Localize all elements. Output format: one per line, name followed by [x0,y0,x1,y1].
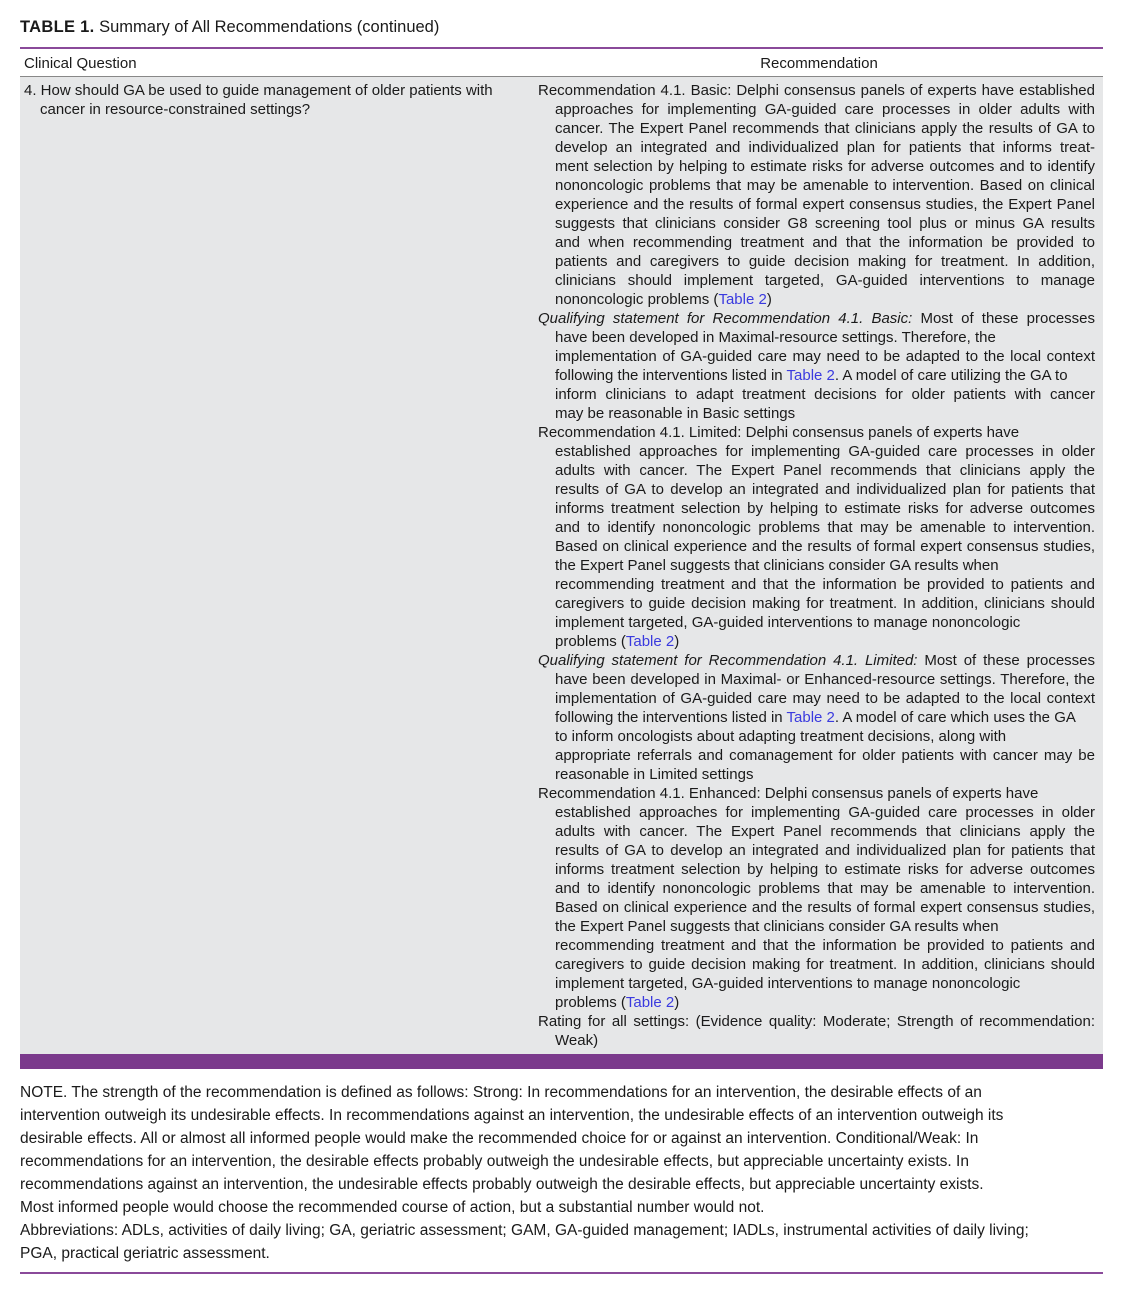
rec-line: recommending treatment and that the information be provided to patients and [555,576,1095,593]
rating-line: Weak) [555,1032,599,1049]
question-line: cancer in resource-constrained settings? [40,101,311,118]
note-line: desirable effects. All or almost all informed people would make the recommended choice for or against an intervention. Conditional/Weak: In [20,1130,979,1147]
qual-line: to inform oncologists about adapting treatment decisions, along with [555,728,1007,745]
table-2-link[interactable]: Table 2 [625,994,675,1011]
rec-line: nononcologic problems that may be amenable to intervention. Based on clinical [555,177,1095,194]
abbreviations-line: PGA, practical geriatric assessment. [20,1245,270,1262]
qual-line: reasonable in Limited settings [555,766,754,783]
recommendation-cell [538,81,1095,1050]
rec-line: adults with cancer. The Expert Panel recommends that clinicians apply the [555,823,1095,840]
qual-line: inform clinicians to adapt treatment decisions for older patients with cancer [555,386,1095,403]
rec-line: ment selection by helping to estimate risks for adverse outcomes and to identify [555,158,1095,175]
rec-line: and to identify nononcologic problems that may be amenable to intervention. [555,880,1095,897]
question-line: 4. How should GA be used to guide management of older patients with [24,82,493,99]
qual-text: following the interventions listed in [555,367,787,384]
rec-line: experience and the results of formal expert consensus studies, the Expert Panel [555,196,1095,213]
rec-line: results of GA to develop an integrated and individualized plan for patients that [555,842,1095,859]
rating-statement [538,1012,1095,1050]
recommendation-basic [538,81,1095,309]
rec-line: implement targeted, GA-guided interventions to manage nononcologic [555,614,1021,631]
note-line: intervention outweigh its undesirable effects. In recommendations against an intervention, the undesirable effects of an intervention outweigh its [20,1107,1004,1124]
qual-text: . A model of care which uses the GA [834,709,1076,726]
rec-line: Based on clinical experience and the results of formal expert consensus studies, [555,899,1095,916]
recommendation-enhanced [538,784,1095,1012]
qual-line [538,366,1095,385]
qual-line: have been developed in Maximal- or Enhanced-resource settings. Therefore, the [555,671,1095,688]
abbreviations-line: Abbreviations: ADLs, activities of daily living; GA, geriatric assessment; GAM, GA-guided management; IADLs, instrumental activities of daily living; [20,1222,1029,1239]
rec-line: implement targeted, GA-guided interventions to manage nononcologic [555,975,1021,992]
rec-line: approaches for implementing GA-guided care processes in older adults with [555,101,1095,118]
table-2-link[interactable]: Table 2 [625,633,675,650]
table-footer-band [20,1054,1103,1069]
rating-line: Rating for all settings: (Evidence quality: Moderate; Strength of recommendation: [538,1013,1095,1030]
qual-line: implementation of GA-guided care may need to be adapted to the local context [555,348,1095,365]
note-line: recommendations against an intervention, the undesirable effects probably outweigh the desirable effects, but appreciable uncertainty exists. [20,1176,984,1193]
note-line: NOTE. The strength of the recommendation is defined as follows: Strong: In recommendations for an intervention, the desirable effects of an [20,1084,982,1101]
rec-line: adults with cancer. The Expert Panel recommends that clinicians apply the [555,462,1095,479]
rec-line: and when recommending treatment and that the information be provided to [555,234,1095,251]
rec-text: ) [674,633,680,650]
qual-line [538,708,1095,727]
rec-line: clinicians should implement targeted, GA-guided interventions to manage [555,272,1095,289]
qual-text: . A model of care utilizing the GA to [834,367,1068,384]
qual-line: implementation of GA-guided care may need to be adapted to the local context [555,690,1095,707]
rec-line: established approaches for implementing GA-guided care processes in older [555,443,1095,460]
table-title [20,16,439,38]
rec-line: Based on clinical experience and the results of formal expert consensus studies, [555,538,1095,555]
rec-line: develop an integrated and individualized plan for patients that informs treat- [555,139,1095,156]
table-note [20,1081,1103,1265]
qual-line: may be reasonable in Basic settings [555,405,796,422]
clinical-question-cell [24,81,536,119]
rec-line [538,632,1095,651]
rec-text: problems ( [555,994,626,1011]
rec-line: and to identify nononcologic problems that may be amenable to intervention. [555,519,1095,536]
rec-text: ) [674,994,680,1011]
qual-label: Qualifying statement for Recommendation 4.1. Limited: [538,652,918,669]
rec-line: recommending treatment and that the information be provided to patients and [555,937,1095,954]
rec-line: Recommendation 4.1. Enhanced: Delphi consensus panels of experts have [538,785,1039,802]
recommendation-limited [538,423,1095,651]
qual-line [538,309,1095,328]
rec-line [538,993,1095,1012]
rec-text: problems ( [555,633,626,650]
qual-line [538,651,1095,670]
qualifying-statement-basic [538,309,1095,423]
table-2-link[interactable]: Table 2 [718,291,767,308]
rec-line: informs treatment selection by helping to estimate risks for adverse outcomes [555,500,1095,517]
note-line: Most informed people would choose the recommended course of action, but a substantial number would not. [20,1199,765,1216]
rec-line: the Expert Panel suggests that clinicians consider GA results when [555,918,999,935]
qual-line: appropriate referrals and comanagement for older patients with cancer may be [555,747,1095,764]
rec-line: Recommendation 4.1. Basic: Delphi consensus panels of experts have established [538,82,1095,99]
bottom-rule [20,1272,1103,1274]
rec-line: caregivers to guide decision making for treatment. In addition, clinicians should [555,956,1095,973]
rec-line: suggests that clinicians consider G8 screening tool plus or minus GA results [555,215,1095,232]
note-line: recommendations for an intervention, the desirable effects probably outweigh the undesirable effects, but appreciable uncertainty exists. In [20,1153,969,1170]
rec-line: Recommendation 4.1. Limited: Delphi consensus panels of experts have [538,424,1020,441]
column-header-recommendation: Recommendation [760,55,878,72]
rec-line [538,290,1095,309]
qual-text: Most of these processes [912,310,1095,327]
rec-line: the Expert Panel suggests that clinicians consider GA results when [555,557,999,574]
rec-line: results of GA to develop an integrated and individualized plan for patients that [555,481,1095,498]
rec-line: informs treatment selection by helping to estimate risks for adverse outcomes [555,861,1095,878]
table-2-link[interactable]: Table 2 [786,709,835,726]
qual-label: Qualifying statement for Recommendation 4.1. Basic: [538,310,913,327]
table-2-link[interactable]: Table 2 [786,367,835,384]
rec-line: caregivers to guide decision making for treatment. In addition, clinicians should [555,595,1095,612]
qual-text: Most of these processes [917,652,1095,669]
table-caption: Summary of All Recommendations (continued) [99,18,440,36]
rec-line: established approaches for implementing GA-guided care processes in older [555,804,1095,821]
rec-line: cancer. The Expert Panel recommends that clinicians apply the results of GA to [555,120,1095,137]
table-number: TABLE 1. [20,18,95,36]
column-header-clinical-question: Clinical Question [24,55,137,72]
qualifying-statement-limited [538,651,1095,784]
rec-text: nononcologic problems ( [555,291,719,308]
qual-line: have been developed in Maximal-resource settings. Therefore, the [555,329,996,346]
table-row [20,77,1103,1054]
table-header-row [20,49,1103,76]
rec-text: ) [766,291,772,308]
qual-text: following the interventions listed in [555,709,787,726]
rec-line: patients and caregivers to guide decision making for treatment. In addition, [555,253,1095,270]
